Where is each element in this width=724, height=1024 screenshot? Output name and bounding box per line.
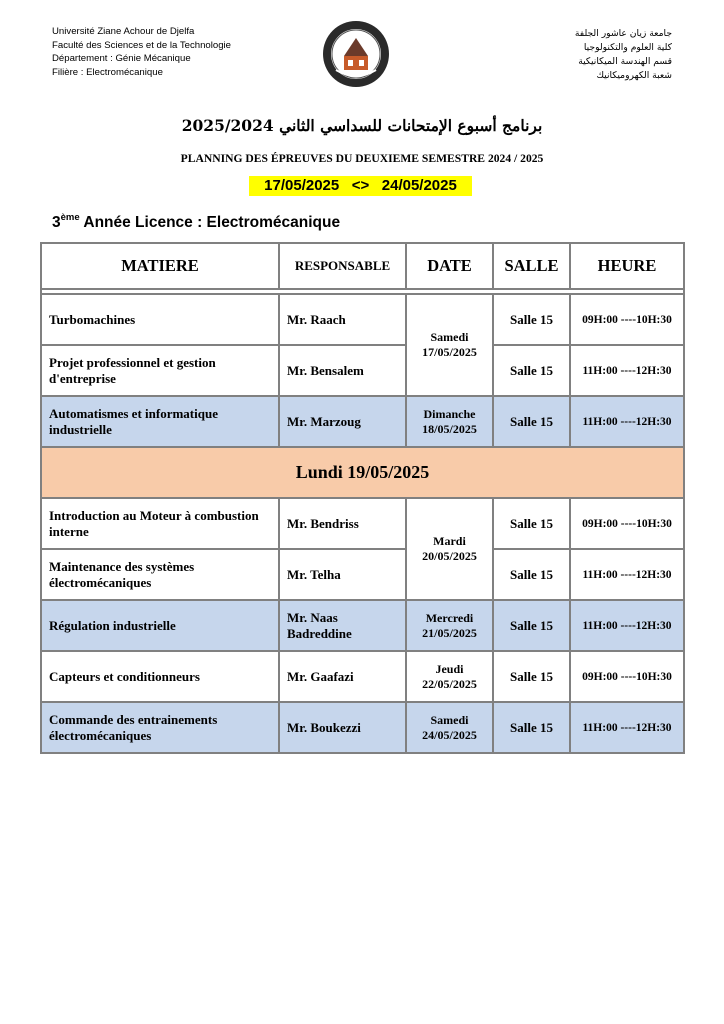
table-row	[41, 600, 684, 651]
faculty-name-ar: كلية العلوم والتكنولوجيا	[583, 42, 672, 53]
column-header-heure: HEURE	[570, 243, 684, 289]
cell-responsable: Mr. Naas Badreddine	[279, 600, 406, 651]
cell-matiere: Automatismes et informatique industrielle	[41, 396, 279, 447]
cell-responsable: Mr. Gaafazi	[279, 651, 406, 702]
faculty-name: Faculté des Sciences et de la Technologie	[52, 39, 232, 51]
column-header-salle: SALLE	[493, 243, 570, 289]
column-header-matiere: MATIERE	[41, 243, 279, 289]
department-name-ar: قسم الهندسة الميكانيكية	[578, 56, 672, 67]
cell-heure: 11H:00 ----12H:30	[570, 345, 684, 396]
cell-matiere: Régulation industrielle	[41, 600, 279, 651]
cell-date: Samedi 24/05/2025	[406, 702, 493, 753]
table-row	[41, 294, 684, 345]
cell-salle: Salle 15	[493, 549, 570, 600]
cell-heure: 09H:00 ----10H:30	[570, 651, 684, 702]
cell-date	[406, 294, 493, 396]
table-row	[41, 498, 684, 549]
cell-responsable: Mr. Bendriss	[279, 498, 406, 549]
field-name-ar: شعبة الكهروميكانيك	[596, 70, 672, 81]
table-header-row	[41, 243, 684, 289]
cell-matiere: Introduction au Moteur à combustion interne	[41, 498, 279, 549]
cell-responsable: Mr. Boukezzi	[279, 702, 406, 753]
exam-schedule-table	[40, 242, 685, 754]
university-logo	[322, 20, 390, 88]
cell-date: Mercredi 21/05/2025	[406, 600, 493, 651]
university-header-left	[52, 25, 231, 79]
field-name: Filière : Electromécanique	[52, 66, 163, 78]
table-row	[41, 345, 684, 396]
cell-salle: Salle 15	[493, 396, 570, 447]
cell-salle: Salle 15	[493, 345, 570, 396]
cell-date: Dimanche 18/05/2025	[406, 396, 493, 447]
department-name: Département : Génie Mécanique	[52, 53, 191, 64]
cell-salle: Salle 15	[493, 600, 570, 651]
university-header-right	[575, 27, 672, 83]
cell-heure: 11H:00 ----12H:30	[570, 702, 684, 753]
class-name: Année Licence : Electromécanique	[79, 214, 341, 232]
french-title: PLANNING DES ÉPREUVES DU DEUXIEME SEMESTRE 2024 / 2025	[180, 152, 544, 165]
cell-salle: Salle 15	[493, 498, 570, 549]
cell-heure: 09H:00 ----10H:30	[570, 498, 684, 549]
cell-responsable: Mr. Telha	[279, 549, 406, 600]
cell-salle: Salle 15	[493, 294, 570, 345]
cell-heure: 11H:00 ----12H:30	[570, 396, 684, 447]
table-row	[41, 702, 684, 753]
class-year-suffix: ème	[60, 212, 80, 223]
cell-responsable: Mr. Bensalem	[279, 345, 406, 396]
arabic-title: برنامج أسبوع الإمتحانات للسداسي الثاني 2025/2024	[181, 116, 543, 135]
date-day: Samedi 17/05/2025	[422, 330, 477, 359]
cell-responsable: Mr. Raach	[279, 294, 406, 345]
day-separator-label: Lundi 19/05/2025	[41, 447, 684, 498]
cell-matiere: Projet professionnel et gestion d'entreprise	[41, 345, 279, 396]
column-header-responsable: RESPONSABLE	[279, 243, 406, 289]
class-year: 3	[52, 214, 61, 232]
cell-salle: Salle 15	[493, 702, 570, 753]
cell-heure: 11H:00 ----12H:30	[570, 600, 684, 651]
university-name: Université Ziane Achour de Djelfa	[52, 26, 195, 37]
table-row	[41, 651, 684, 702]
university-name-ar: جامعة زيان عاشور الجلفة	[574, 28, 672, 39]
cell-heure: 09H:00 ----10H:30	[570, 294, 684, 345]
cell-salle: Salle 15	[493, 651, 570, 702]
table-row	[41, 396, 684, 447]
date-range-highlight: 17/05/2025 <> 24/05/2025	[249, 176, 472, 196]
cell-date: Mardi 20/05/2025	[406, 498, 493, 600]
table-row	[41, 549, 684, 600]
cell-responsable: Mr. Marzoug	[279, 396, 406, 447]
cell-heure: 11H:00 ----12H:30	[570, 549, 684, 600]
column-header-date: DATE	[406, 243, 493, 289]
class-title	[52, 213, 340, 232]
cell-date: Jeudi 22/05/2025	[406, 651, 493, 702]
cell-matiere: Commande des entrainements électromécaniques	[41, 702, 279, 753]
cell-matiere: Turbomachines	[41, 294, 279, 345]
cell-matiere: Maintenance des systèmes électromécaniques	[41, 549, 279, 600]
cell-matiere: Capteurs et conditionneurs	[41, 651, 279, 702]
day-separator-row	[41, 447, 684, 498]
